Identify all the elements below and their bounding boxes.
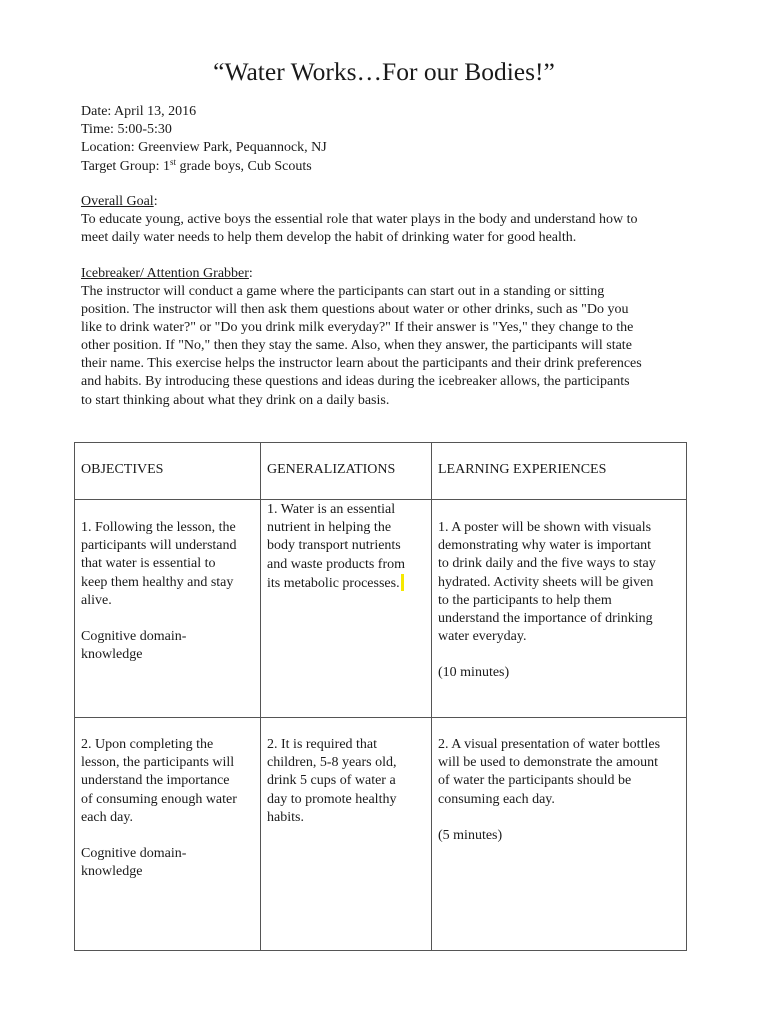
- icebreaker-line: other position. If "No," then they stay the same. Also, when they answer, the participants will state: [81, 338, 632, 354]
- table-row: [75, 500, 687, 718]
- objective-line: alive.: [81, 592, 112, 608]
- generalization-line: 1. Water is an essential: [267, 502, 396, 517]
- overall-goal-line: meet daily water needs to help them develop the habit of drinking water for good health.: [81, 230, 577, 246]
- objective-domain: Cognitive domain-: [81, 629, 187, 645]
- objective-line: understand the importance: [81, 773, 230, 789]
- icebreaker-heading: [81, 265, 253, 283]
- meta-target-sup: st: [169, 156, 176, 167]
- objective-domain: knowledge: [81, 864, 143, 880]
- meta-target-group: [81, 158, 327, 176]
- table-row: [75, 718, 687, 951]
- icebreaker-heading-text: Icebreaker/ Attention Grabber: [81, 266, 249, 281]
- objective-cell: [75, 500, 261, 718]
- generalization-line: children, 5-8 years old,: [267, 755, 397, 771]
- objective-line: keep them healthy and stay: [81, 574, 234, 590]
- lesson-plan-table: [74, 442, 687, 951]
- header-generalizations: GENERALIZATIONS: [261, 443, 432, 500]
- experience-line: demonstrating why water is important: [438, 538, 652, 554]
- experience-line: hydrated. Activity sheets will be given: [438, 574, 654, 590]
- generalization-cell: [261, 500, 432, 718]
- objective-domain: knowledge: [81, 647, 143, 663]
- generalization-line: habits.: [267, 809, 304, 825]
- experience-line: to the participants to help them: [438, 592, 612, 608]
- meta-target-suffix: grade boys, Cub Scouts: [175, 158, 312, 174]
- header-objectives: OBJECTIVES: [75, 443, 261, 500]
- generalization-cell: [261, 718, 432, 951]
- experience-line: of water the participants should be: [438, 773, 632, 789]
- lesson-meta: [81, 103, 327, 176]
- experience-cell: [432, 718, 687, 951]
- objective-line: lesson, the participants will: [81, 755, 235, 771]
- objective-domain: Cognitive domain-: [81, 846, 187, 862]
- overall-goal-heading-text: Overall Goal: [81, 194, 154, 209]
- meta-date: Date: April 13, 2016: [81, 104, 197, 119]
- overall-goal-line: To educate young, active boys the essential role that water plays in the body and understand how to: [81, 212, 638, 227]
- generalization-line-last: [267, 574, 425, 593]
- experience-line: water everyday.: [438, 629, 527, 645]
- experience-line: 2. A visual presentation of water bottles: [438, 737, 661, 752]
- icebreaker-line: to start thinking about what they drink on a daily basis.: [81, 392, 390, 408]
- icebreaker-line: position. The instructor will then ask them questions about water or other drinks, such as "Do you: [81, 302, 629, 318]
- overall-goal-colon: :: [153, 194, 158, 209]
- icebreaker-line: The instructor will conduct a game where the participants can start out in a standing or sitting: [81, 284, 605, 299]
- overall-goal-heading: [81, 193, 158, 211]
- icebreaker-text: [81, 283, 691, 410]
- experience-duration: (10 minutes): [438, 665, 510, 681]
- generalization-line: nutrient in helping the: [267, 520, 392, 536]
- objective-line: each day.: [81, 809, 133, 825]
- experience-cell: [432, 500, 687, 718]
- experience-line: will be used to demonstrate the amount: [438, 755, 659, 771]
- text-highlight-mark: [401, 574, 404, 591]
- meta-time: Time: 5:00-5:30: [81, 122, 172, 138]
- page-title: “Water Works…For our Bodies!”: [213, 57, 555, 86]
- objective-line: of consuming enough water: [81, 791, 237, 807]
- experience-duration: (5 minutes): [438, 827, 503, 843]
- table-header-row: [75, 443, 687, 500]
- meta-target-prefix: Target Group: 1: [81, 158, 170, 174]
- generalization-line: and waste products from: [267, 556, 406, 572]
- experience-line: consuming each day.: [438, 791, 555, 807]
- objective-line: that water is essential to: [81, 556, 216, 572]
- experience-line: 1. A poster will be shown with visuals: [438, 520, 652, 535]
- generalization-line: body transport nutrients: [267, 538, 401, 554]
- generalization-line: drink 5 cups of water a: [267, 773, 396, 789]
- meta-location: Location: Greenview Park, Pequannock, NJ: [81, 140, 327, 156]
- header-learning-experiences: LEARNING EXPERIENCES: [432, 443, 687, 500]
- experience-line: understand the importance of drinking: [438, 611, 653, 627]
- experience-line: to drink daily and the five ways to stay: [438, 556, 656, 572]
- icebreaker-colon: :: [248, 266, 253, 281]
- overall-goal-text: [81, 211, 691, 247]
- icebreaker-line: and habits. By introducing these questions and ideas during the icebreaker allows, the participants: [81, 374, 630, 390]
- objective-line: participants will understand: [81, 538, 237, 554]
- generalization-line: day to promote healthy: [267, 791, 397, 807]
- generalization-line: 2. It is required that: [267, 737, 378, 752]
- generalization-line: its metabolic processes.: [267, 575, 400, 591]
- icebreaker-line: like to drink water?" or "Do you drink milk everyday?" If their answer is "Yes," they change to the: [81, 320, 634, 336]
- icebreaker-line: their name. This exercise helps the instructor learn about the participants and their drink preferences: [81, 356, 642, 372]
- objective-line: 2. Upon completing the: [81, 737, 214, 752]
- objective-cell: [75, 718, 261, 951]
- objective-line: 1. Following the lesson, the: [81, 520, 236, 535]
